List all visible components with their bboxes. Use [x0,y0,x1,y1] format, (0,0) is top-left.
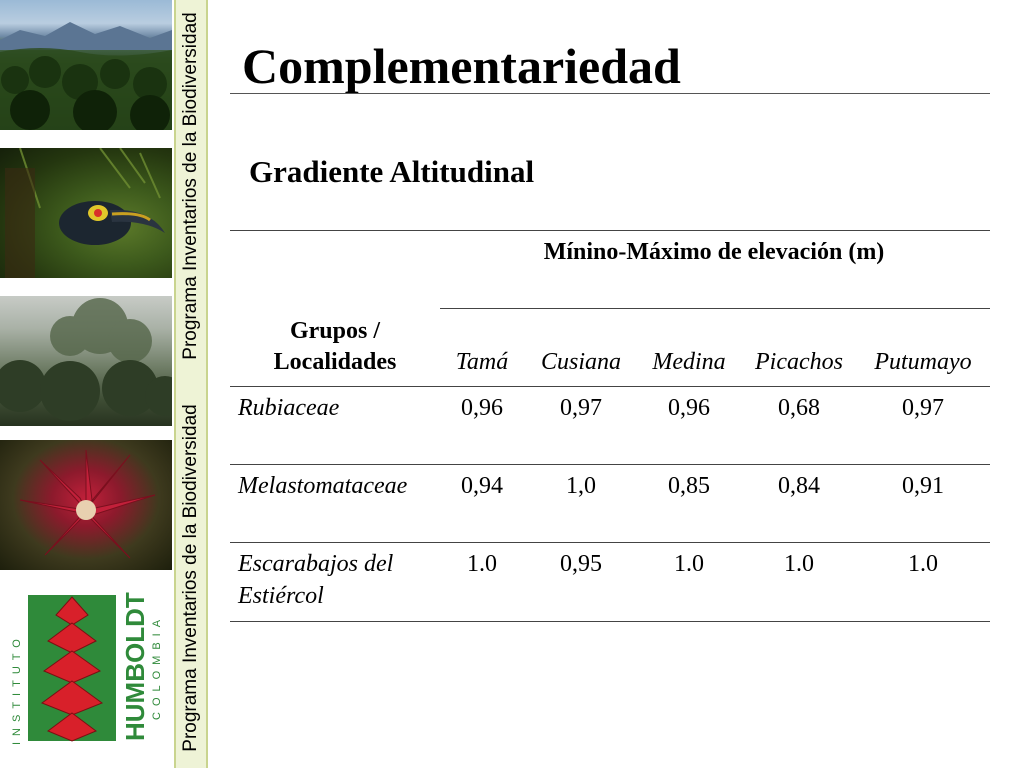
group-header-line2: Localidades [273,349,397,375]
row-label: Rubiaceae [238,395,340,421]
table-top-rule [230,230,990,231]
title-divider [230,93,990,94]
table-cell: 1.0 [784,551,814,577]
row-label: Melastomataceae [238,473,408,499]
table-bottom-rule [230,621,990,622]
table-cell: 0,84 [778,473,820,499]
table-cell: 0,94 [461,473,503,499]
forest-landscape-photo [0,0,172,130]
table-cell: 0,96 [461,395,503,421]
elevation-span-header: Mínino-Máximo de elevación (m) [543,239,885,265]
table-cell: 0,97 [560,395,602,421]
slide-title: Complementariedad [242,38,681,94]
image-strip [0,0,172,768]
table-cell: 1.0 [908,551,938,577]
table-cell: 0,97 [902,395,944,421]
table-cell: 1.0 [674,551,704,577]
table-cell: 1.0 [467,551,497,577]
logo-line3: COLOMBIA [151,613,163,720]
ribbon-text-bottom: Programa Inventarios de la Biodiversidad [180,404,201,752]
column-header-tama: Tamá [455,349,509,375]
logo-line1: INSTITUTO [11,633,23,745]
table-cell: 1,0 [566,473,596,499]
row-label: Escarabajos del [238,551,394,577]
row-divider [230,542,990,543]
table-cell: 0,68 [778,395,820,421]
slide-subtitle: Gradiente Altitudinal [249,154,535,189]
toucan-photo [0,148,172,278]
row-divider [230,464,990,465]
bromeliad-photo [0,440,172,570]
ribbon-text-top: Programa Inventarios de la Biodiversidad [180,12,201,360]
column-header-picachos: Picachos [755,349,843,375]
table-cell: 0,96 [668,395,710,421]
table-cell: 0,85 [668,473,710,499]
table-cell: 0,95 [560,551,602,577]
row-label-continued: Estiércol [238,583,324,609]
column-header-medina: Medina [652,349,726,375]
table-cell: 0,91 [902,473,944,499]
column-header-cusiana: Cusiana [540,349,622,375]
humboldt-logo [0,585,172,768]
group-header-line1: Grupos / [289,318,381,344]
span-header-rule [440,308,990,309]
logo-line2: HUMBOLDT [120,592,150,741]
column-header-putumayo: Putumayo [874,349,972,375]
cloud-forest-photo [0,296,172,426]
program-ribbon [174,0,208,768]
header-bottom-rule [230,386,990,387]
